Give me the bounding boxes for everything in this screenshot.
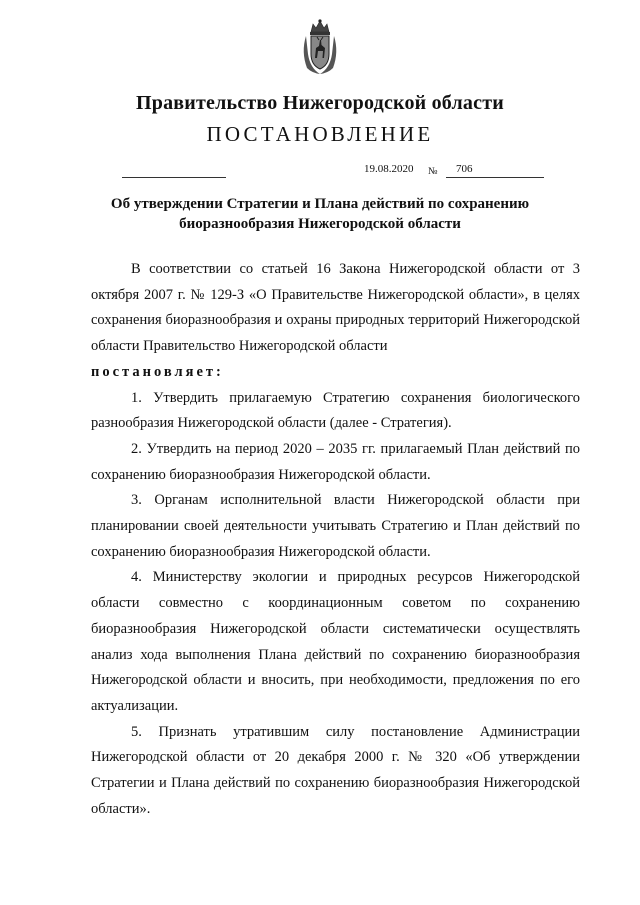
title-line-2: биоразнообразия Нижегородской области xyxy=(179,216,461,232)
organization-name: Правительство Нижегородской области xyxy=(136,92,504,114)
signature-line xyxy=(122,177,226,178)
clause-1: 1. Утвердить прилагаемую Стратегию сохранения биологического разнообразия Нижегородской области (далее - Стратегия). xyxy=(91,389,580,432)
document-body xyxy=(91,257,580,822)
clause-2: 2. Утвердить на период 2020 – 2035 гг. прилагаемый План действий по сохранению биоразнообразия Нижегородской области. xyxy=(91,440,580,483)
coat-of-arms-emblem xyxy=(300,18,340,76)
document-number: 706 xyxy=(456,163,473,175)
title-line-1: Об утверждении Стратегии и Плана действий по сохранению xyxy=(110,196,530,212)
decree-word: постановляет: xyxy=(91,363,224,380)
clause-5: 5. Признать утратившим силу постановление Администрации Нижегородской области от 20 декабря 2000 г. № 320 «Об утверждении Стратегии и Плана действий по сохранению биоразнообразия Нижегородской области». xyxy=(91,723,580,817)
number-sign: № xyxy=(428,166,438,177)
clause-3: 3. Органам исполнительной власти Нижегородской области при планировании своей деятельности учитывать Стратегию и План действий по сохранению биоразнообразия Нижегородской области. xyxy=(91,492,580,560)
clause-4: 4. Министерству экологии и природных ресурсов Нижегородской области совместно с координационным советом по сохранению биоразнообразия Нижегородской области систематически осуществлять анализ хода выполнения Плана действий по сохранению биоразнообразия Нижегородской области и вносить, при необходимости, предложения по его актуализации. xyxy=(91,569,580,714)
number-line xyxy=(446,177,544,178)
preamble-paragraph: В соответствии со статьей 16 Закона Нижегородской области от 3 октября 2007 г. № 129-З «О Правительстве Нижегородской области», в целях сохранения биоразнообразия и охраны природных территорий Нижегородской области Правительство Нижегородской области xyxy=(91,261,580,355)
document-type: ПОСТАНОВЛЕНИЕ xyxy=(206,122,434,146)
document-date: 19.08.2020 xyxy=(364,163,414,175)
document-title xyxy=(100,194,540,234)
